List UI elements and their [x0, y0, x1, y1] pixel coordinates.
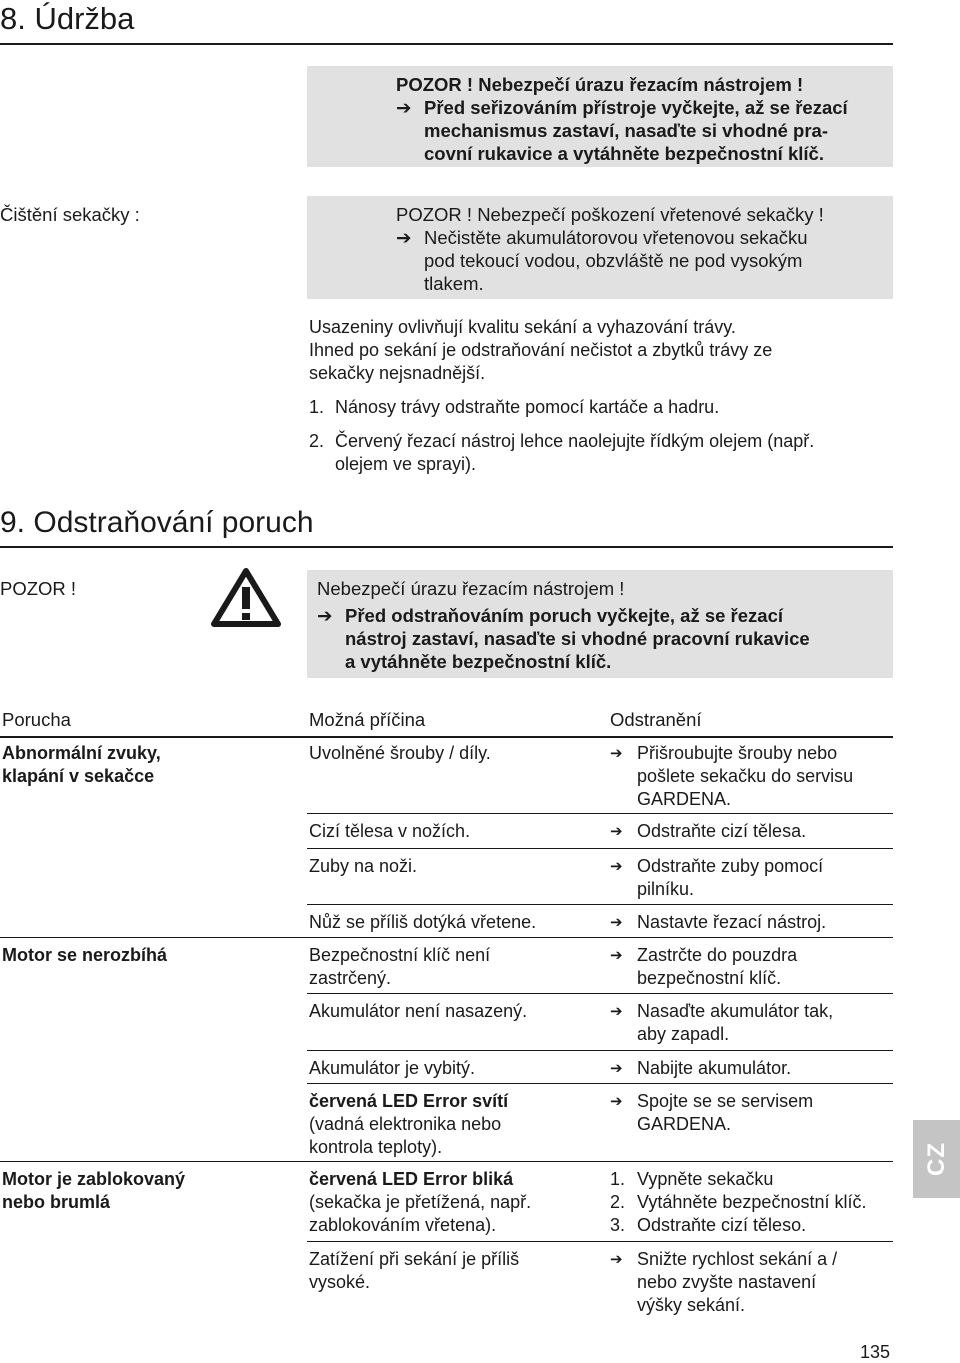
paragraph-line: sekačky nejsnadnější. [309, 363, 486, 383]
remedy-text: GARDENA. [637, 789, 732, 809]
header-rule [0, 736, 893, 738]
cause-text-bold: červená LED Error svítí [309, 1091, 509, 1111]
cause-text: Zuby na noži. [309, 856, 418, 876]
cause-text-bold: červená LED Error bliká [309, 1169, 514, 1189]
step-text: Červený řezací nástroj lehce naolejujte řídkým olejem (např. [335, 431, 815, 451]
cause-text: (vadná elektronika nebo [309, 1114, 502, 1134]
row-divider [0, 1161, 893, 1162]
page-number: 135 [860, 1342, 891, 1362]
step-number: 2. [309, 431, 325, 451]
section-8-title: 8. Údržba [0, 1, 135, 36]
fault-text: Motor je zablokovaný [2, 1169, 186, 1189]
warning-box-2 [307, 196, 893, 299]
remedy-text: Odstraňte zuby pomocí [637, 856, 824, 876]
paragraph-line: Usazeniny ovlivňují kvalitu sekání a vyhazování trávy. [309, 317, 736, 337]
cause-text: (sekačka je přetížená, např. [309, 1192, 532, 1212]
warning-heading: POZOR ! Nebezpečí úrazu řezacím nástrojem ! [396, 74, 804, 95]
language-code: CZ [922, 1142, 950, 1176]
remedy-text: nebo zvyšte nastavení [637, 1272, 817, 1292]
warning-text-line: covní rukavice a vytáhněte bezpečnostní klíč. [424, 143, 824, 164]
warning-text-line: Před odstraňováním poruch vyčkejte, až se řezací [345, 605, 784, 626]
section-9-title: 9. Odstraňování poruch [0, 506, 314, 539]
step-number: 2. [610, 1192, 626, 1212]
arrow-icon: ➔ [610, 823, 623, 840]
arrow-icon: ➔ [610, 1060, 623, 1077]
warning-heading: Nebezpečí úrazu řezacím nástrojem ! [317, 578, 625, 599]
arrow-icon: ➔ [610, 1093, 623, 1110]
remedy-text: Přišroubujte šrouby nebo [637, 743, 838, 763]
cleaning-label: Čištění sekačky : [0, 204, 140, 225]
remedy-text: bezpečnostní klíč. [637, 968, 782, 988]
step-number: 3. [610, 1215, 626, 1235]
warning-text-line: Před seřizováním přístroje vyčkejte, až se řezací [424, 97, 848, 118]
remedy-text: Vypněte sekačku [637, 1169, 774, 1189]
step-number: 1. [610, 1169, 626, 1189]
cause-text: vysoké. [309, 1272, 371, 1292]
row-divider [307, 904, 893, 905]
cause-text: Bezpečnostní klíč není [309, 945, 491, 965]
step-number: 1. [309, 397, 325, 417]
header-remedy: Odstranění [610, 709, 702, 730]
section-9-rule [0, 546, 893, 548]
remedy-text: Odstraňte cizí těleso. [637, 1215, 807, 1235]
title-rule [0, 43, 893, 45]
remedy-text: pošlete sekačku do servisu [637, 766, 854, 786]
cause-text: zablokováním vřetena). [309, 1215, 497, 1235]
cause-text: Akumulátor není nasazený. [309, 1001, 528, 1021]
arrow-icon: ➔ [610, 914, 623, 931]
warning-text-line: tlakem. [424, 273, 484, 294]
arrow-icon: ➔ [317, 605, 333, 626]
cause-text: kontrola teploty). [309, 1137, 443, 1157]
arrow-icon: ➔ [396, 97, 412, 118]
warning-triangle-icon [210, 566, 282, 628]
remedy-text: Spojte se se servisem [637, 1091, 814, 1111]
row-divider [307, 993, 893, 994]
header-cause: Možná příčina [309, 709, 426, 730]
warning-box-1 [307, 66, 893, 167]
cause-text: Cizí tělesa v nožích. [309, 821, 471, 841]
row-divider [0, 937, 893, 938]
warning-text-line: pod tekoucí vodou, obzvláště ne pod vysokým [424, 250, 803, 271]
remedy-text: GARDENA. [637, 1114, 732, 1134]
header-fault: Porucha [2, 709, 71, 730]
warning-box-3 [307, 570, 893, 678]
remedy-text: aby zapadl. [637, 1024, 730, 1044]
paragraph-line: Ihned po sekání je odstraňování nečistot a zbytků trávy ze [309, 340, 773, 360]
remedy-text: Odstraňte cizí tělesa. [637, 821, 807, 841]
row-divider [307, 813, 893, 814]
language-tab [913, 1120, 960, 1198]
remedy-text: výšky sekání. [637, 1295, 746, 1315]
row-divider [307, 1050, 893, 1051]
warning-text-line: nástroj zastaví, nasaďte si vhodné pracovní rukavice [345, 628, 810, 649]
arrow-icon: ➔ [610, 858, 623, 875]
step-text: Nánosy trávy odstraňte pomocí kartáče a hadru. [335, 397, 720, 417]
arrow-icon: ➔ [396, 227, 412, 248]
remedy-text: Nasaďte akumulátor tak, [637, 1001, 834, 1021]
remedy-text: Nastavte řezací nástroj. [637, 912, 827, 932]
warning-heading: POZOR ! Nebezpečí poškození vřetenové sekačky ! [396, 204, 824, 225]
row-divider [307, 1083, 893, 1084]
remedy-text: Snižte rychlost sekání a / [637, 1249, 838, 1269]
fault-text: klapání v sekačce [2, 766, 155, 786]
fault-text: nebo brumlá [2, 1192, 111, 1212]
pozor-label: POZOR ! [0, 578, 77, 599]
arrow-icon: ➔ [610, 745, 623, 762]
arrow-icon: ➔ [610, 1251, 623, 1268]
row-divider [307, 1241, 893, 1242]
fault-text: Abnormální zvuky, [2, 743, 161, 763]
cause-text: Zatížení při sekání je příliš [309, 1249, 520, 1269]
step-text: olejem ve sprayi). [335, 454, 477, 474]
warning-text-line: mechanismus zastaví, nasaďte si vhodné pra- [424, 120, 829, 141]
cause-text: Akumulátor je vybitý. [309, 1058, 476, 1078]
cause-text: zastrčený. [309, 968, 392, 988]
cause-text: Nůž se příliš dotýká vřetene. [309, 912, 537, 932]
remedy-text: Vytáhněte bezpečnostní klíč. [637, 1192, 867, 1212]
fault-text: Motor se nerozbíhá [2, 945, 168, 965]
remedy-text: pilníku. [637, 879, 695, 899]
warning-text-line: Nečistěte akumulátorovou vřetenovou sekačku [424, 227, 808, 248]
row-divider [307, 848, 893, 849]
cause-text: Uvolněné šrouby / díly. [309, 743, 491, 763]
warning-text-line: a vytáhněte bezpečnostní klíč. [345, 651, 612, 672]
arrow-icon: ➔ [610, 947, 623, 964]
remedy-text: Nabijte akumulátor. [637, 1058, 792, 1078]
arrow-icon: ➔ [610, 1003, 623, 1020]
remedy-text: Zastrčte do pouzdra [637, 945, 798, 965]
